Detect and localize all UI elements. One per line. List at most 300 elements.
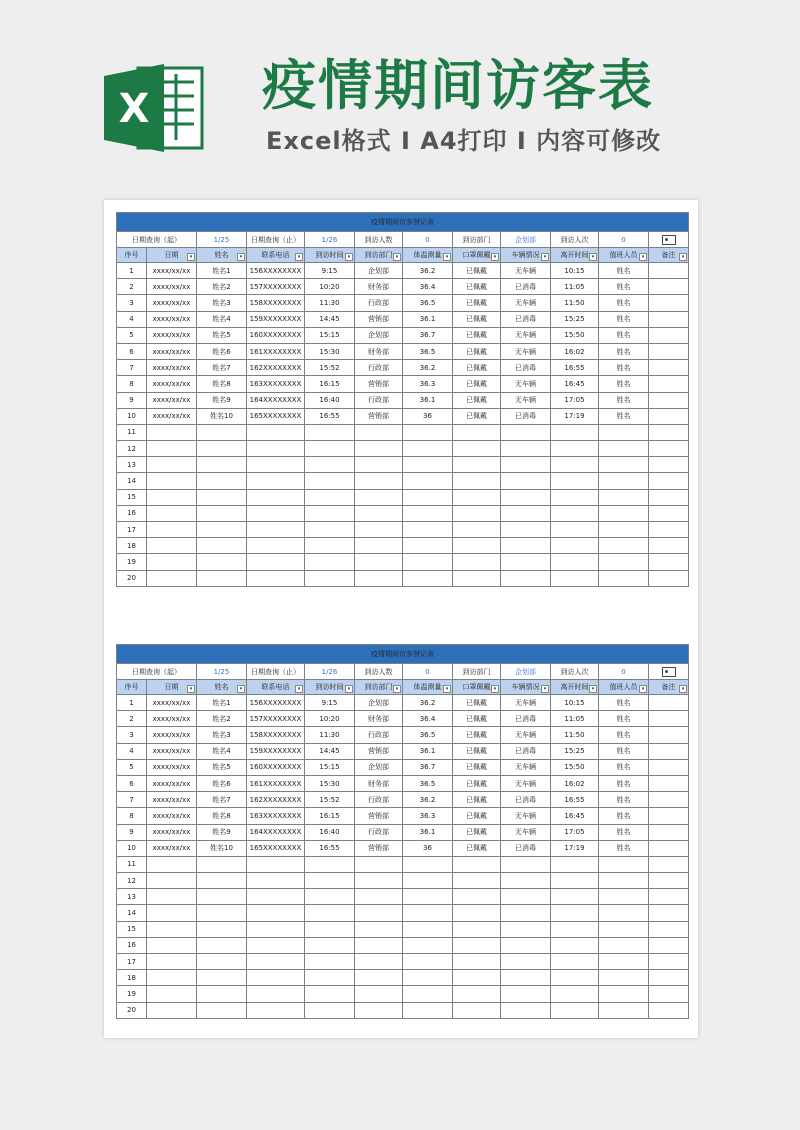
column-header[interactable] [247, 248, 305, 263]
table-cell[interactable]: 已佩戴 [453, 824, 501, 840]
table-cell[interactable] [453, 570, 501, 586]
filter-dropdown-icon[interactable]: ▾ [491, 253, 499, 261]
table-cell[interactable] [197, 937, 247, 953]
table-cell[interactable] [355, 1002, 403, 1018]
table-cell[interactable]: 姓名 [599, 408, 649, 424]
table-cell[interactable] [355, 489, 403, 505]
table-cell[interactable]: 16:02 [551, 343, 599, 359]
table-cell[interactable] [403, 473, 453, 489]
table-cell[interactable] [305, 889, 355, 905]
table-cell[interactable] [501, 905, 551, 921]
table-cell[interactable] [403, 538, 453, 554]
table-cell[interactable] [551, 489, 599, 505]
table-cell[interactable] [649, 473, 689, 489]
table-cell[interactable] [453, 986, 501, 1002]
table-cell[interactable]: 无车辆 [501, 775, 551, 791]
table-cell[interactable] [551, 921, 599, 937]
column-header[interactable] [649, 680, 689, 695]
table-cell[interactable] [197, 856, 247, 872]
table-cell[interactable]: 姓名1 [197, 263, 247, 279]
table-cell[interactable]: 姓名 [599, 840, 649, 856]
table-cell[interactable]: 营销部 [355, 743, 403, 759]
table-cell[interactable]: 行政部 [355, 727, 403, 743]
table-cell[interactable] [453, 505, 501, 521]
table-cell[interactable] [649, 408, 689, 424]
column-header[interactable] [551, 680, 599, 695]
table-cell[interactable]: 姓名 [599, 327, 649, 343]
table-cell[interactable]: xxxx/xx/xx [147, 840, 197, 856]
table-cell[interactable]: 已佩戴 [453, 743, 501, 759]
table-cell[interactable]: 36 [403, 408, 453, 424]
table-cell[interactable]: 已佩戴 [453, 343, 501, 359]
table-cell[interactable] [147, 921, 197, 937]
table-cell[interactable]: 16:15 [305, 376, 355, 392]
table-cell[interactable] [501, 1002, 551, 1018]
table-cell[interactable]: 156XXXXXXXX [247, 695, 305, 711]
table-cell[interactable] [599, 921, 649, 937]
table-cell[interactable]: 15:30 [305, 343, 355, 359]
table-cell[interactable]: 12 [117, 873, 147, 889]
table-cell[interactable] [453, 873, 501, 889]
table-cell[interactable]: 行政部 [355, 295, 403, 311]
table-cell[interactable] [403, 441, 453, 457]
table-cell[interactable] [599, 538, 649, 554]
table-cell[interactable] [355, 986, 403, 1002]
table-cell[interactable]: 20 [117, 570, 147, 586]
table-cell[interactable]: xxxx/xx/xx [147, 263, 197, 279]
table-cell[interactable]: 已佩戴 [453, 360, 501, 376]
table-cell[interactable]: 16:45 [551, 808, 599, 824]
table-cell[interactable]: 企划部 [355, 759, 403, 775]
table-cell[interactable] [247, 905, 305, 921]
table-cell[interactable]: 已佩戴 [453, 279, 501, 295]
table-cell[interactable] [247, 889, 305, 905]
table-cell[interactable]: xxxx/xx/xx [147, 408, 197, 424]
table-cell[interactable]: 姓名 [599, 695, 649, 711]
table-cell[interactable] [403, 1002, 453, 1018]
table-cell[interactable]: 营销部 [355, 408, 403, 424]
table-cell[interactable] [305, 856, 355, 872]
table-cell[interactable]: 6 [117, 343, 147, 359]
table-cell[interactable]: 11:50 [551, 727, 599, 743]
table-cell[interactable] [147, 538, 197, 554]
column-header[interactable] [197, 680, 247, 695]
table-cell[interactable]: 15:52 [305, 360, 355, 376]
table-cell[interactable] [501, 489, 551, 505]
table-cell[interactable]: xxxx/xx/xx [147, 376, 197, 392]
table-cell[interactable]: 已佩戴 [453, 695, 501, 711]
table-cell[interactable] [247, 554, 305, 570]
table-cell[interactable] [147, 522, 197, 538]
table-cell[interactable]: 已佩戴 [453, 840, 501, 856]
table-cell[interactable] [403, 905, 453, 921]
column-header[interactable] [599, 248, 649, 263]
table-cell[interactable]: 营销部 [355, 808, 403, 824]
table-cell[interactable] [197, 441, 247, 457]
table-cell[interactable] [599, 489, 649, 505]
table-cell[interactable] [551, 457, 599, 473]
table-cell[interactable]: 10:15 [551, 263, 599, 279]
table-cell[interactable] [355, 457, 403, 473]
table-cell[interactable]: 无车辆 [501, 695, 551, 711]
table-cell[interactable]: 9 [117, 392, 147, 408]
table-cell[interactable] [649, 343, 689, 359]
table-cell[interactable]: 36.7 [403, 327, 453, 343]
table-cell[interactable] [305, 1002, 355, 1018]
table-cell[interactable]: 165XXXXXXXX [247, 840, 305, 856]
table-cell[interactable] [247, 522, 305, 538]
table-cell[interactable] [599, 473, 649, 489]
table-cell[interactable]: 11:05 [551, 711, 599, 727]
table-cell[interactable]: 15:15 [305, 759, 355, 775]
filter-dropdown-icon[interactable]: ▾ [295, 253, 303, 261]
table-cell[interactable] [501, 424, 551, 440]
table-cell[interactable] [355, 937, 403, 953]
table-cell[interactable] [649, 970, 689, 986]
table-cell[interactable]: 行政部 [355, 824, 403, 840]
table-cell[interactable]: 36.4 [403, 711, 453, 727]
table-cell[interactable] [355, 856, 403, 872]
table-cell[interactable]: xxxx/xx/xx [147, 743, 197, 759]
table-cell[interactable] [147, 473, 197, 489]
table-cell[interactable] [599, 570, 649, 586]
table-cell[interactable] [355, 473, 403, 489]
table-cell[interactable] [355, 441, 403, 457]
filter-dropdown-icon[interactable]: ▾ [589, 253, 597, 261]
table-cell[interactable]: xxxx/xx/xx [147, 311, 197, 327]
table-cell[interactable] [551, 570, 599, 586]
table-cell[interactable] [453, 457, 501, 473]
table-cell[interactable] [599, 457, 649, 473]
column-header[interactable] [403, 680, 453, 695]
table-cell[interactable] [147, 873, 197, 889]
table-cell[interactable] [197, 570, 247, 586]
dept-value[interactable]: 企划部 [501, 232, 551, 248]
table-cell[interactable] [355, 954, 403, 970]
table-cell[interactable]: 15:50 [551, 327, 599, 343]
table-cell[interactable] [147, 489, 197, 505]
table-cell[interactable] [649, 856, 689, 872]
table-cell[interactable]: 姓名9 [197, 824, 247, 840]
table-cell[interactable]: 36.2 [403, 792, 453, 808]
table-cell[interactable]: 财务部 [355, 711, 403, 727]
table-cell[interactable] [551, 970, 599, 986]
table-cell[interactable] [649, 824, 689, 840]
table-cell[interactable] [247, 1002, 305, 1018]
table-cell[interactable] [305, 457, 355, 473]
table-cell[interactable] [403, 570, 453, 586]
table-cell[interactable]: 已佩戴 [453, 808, 501, 824]
table-cell[interactable]: 14 [117, 473, 147, 489]
table-cell[interactable]: 7 [117, 792, 147, 808]
table-cell[interactable] [649, 937, 689, 953]
table-cell[interactable] [247, 457, 305, 473]
column-header[interactable] [501, 680, 551, 695]
table-cell[interactable] [649, 376, 689, 392]
table-cell[interactable] [197, 986, 247, 1002]
table-cell[interactable] [599, 424, 649, 440]
filter-dropdown-icon[interactable]: ▾ [187, 253, 195, 261]
table-cell[interactable] [501, 457, 551, 473]
table-cell[interactable] [355, 522, 403, 538]
table-cell[interactable]: 36.5 [403, 775, 453, 791]
table-cell[interactable] [247, 538, 305, 554]
table-cell[interactable] [305, 937, 355, 953]
table-cell[interactable]: 16:15 [305, 808, 355, 824]
table-cell[interactable] [551, 424, 599, 440]
table-cell[interactable]: 16:40 [305, 392, 355, 408]
table-cell[interactable]: 36 [403, 840, 453, 856]
table-cell[interactable] [649, 522, 689, 538]
table-cell[interactable] [649, 1002, 689, 1018]
filter-dropdown-icon[interactable]: ▾ [491, 685, 499, 693]
table-cell[interactable]: 姓名3 [197, 727, 247, 743]
filter-dropdown-icon[interactable]: ▾ [237, 685, 245, 693]
table-cell[interactable] [453, 538, 501, 554]
table-cell[interactable] [197, 424, 247, 440]
table-cell[interactable] [305, 441, 355, 457]
table-cell[interactable]: 3 [117, 295, 147, 311]
table-cell[interactable]: 15 [117, 489, 147, 505]
table-cell[interactable] [197, 921, 247, 937]
table-cell[interactable]: 姓名8 [197, 376, 247, 392]
column-header[interactable] [453, 248, 501, 263]
table-cell[interactable] [551, 856, 599, 872]
table-cell[interactable]: 无车辆 [501, 727, 551, 743]
table-cell[interactable]: 16:40 [305, 824, 355, 840]
table-cell[interactable]: 无车辆 [501, 376, 551, 392]
table-cell[interactable]: 已佩戴 [453, 376, 501, 392]
table-cell[interactable] [197, 522, 247, 538]
table-cell[interactable] [403, 873, 453, 889]
table-cell[interactable]: 157XXXXXXXX [247, 279, 305, 295]
table-cell[interactable]: 姓名4 [197, 311, 247, 327]
table-cell[interactable] [305, 905, 355, 921]
table-cell[interactable]: 17 [117, 954, 147, 970]
table-cell[interactable] [197, 457, 247, 473]
table-cell[interactable] [551, 905, 599, 921]
table-cell[interactable]: xxxx/xx/xx [147, 343, 197, 359]
table-cell[interactable] [453, 424, 501, 440]
table-cell[interactable]: 行政部 [355, 392, 403, 408]
date-start-value[interactable]: 1/25 [197, 232, 247, 248]
table-cell[interactable] [551, 889, 599, 905]
table-cell[interactable]: 8 [117, 376, 147, 392]
table-cell[interactable]: 姓名 [599, 792, 649, 808]
table-cell[interactable] [403, 856, 453, 872]
table-cell[interactable] [649, 905, 689, 921]
table-cell[interactable] [355, 873, 403, 889]
table-cell[interactable]: 17:05 [551, 392, 599, 408]
table-cell[interactable]: 11:30 [305, 727, 355, 743]
table-cell[interactable] [599, 873, 649, 889]
table-cell[interactable] [147, 1002, 197, 1018]
table-cell[interactable] [501, 986, 551, 1002]
table-cell[interactable]: 姓名2 [197, 279, 247, 295]
table-cell[interactable] [453, 554, 501, 570]
table-cell[interactable]: 姓名 [599, 727, 649, 743]
table-cell[interactable]: 姓名 [599, 743, 649, 759]
table-cell[interactable] [247, 441, 305, 457]
table-cell[interactable] [649, 295, 689, 311]
table-cell[interactable]: xxxx/xx/xx [147, 808, 197, 824]
table-cell[interactable]: 已佩戴 [453, 711, 501, 727]
table-cell[interactable]: 16:55 [305, 408, 355, 424]
table-cell[interactable]: 9:15 [305, 695, 355, 711]
table-cell[interactable]: 17 [117, 522, 147, 538]
table-cell[interactable] [247, 505, 305, 521]
table-cell[interactable] [355, 424, 403, 440]
table-cell[interactable]: 20 [117, 1002, 147, 1018]
table-cell[interactable]: 18 [117, 970, 147, 986]
column-header[interactable] [117, 680, 147, 695]
table-cell[interactable]: xxxx/xx/xx [147, 711, 197, 727]
table-cell[interactable]: 无车辆 [501, 343, 551, 359]
table-cell[interactable]: 姓名 [599, 775, 649, 791]
table-cell[interactable]: 姓名 [599, 376, 649, 392]
table-cell[interactable]: 已佩戴 [453, 408, 501, 424]
table-cell[interactable] [147, 954, 197, 970]
column-header[interactable] [551, 248, 599, 263]
table-cell[interactable]: 15:15 [305, 327, 355, 343]
filter-dropdown-icon[interactable]: ▾ [345, 253, 353, 261]
filter-dropdown-icon[interactable]: ▾ [345, 685, 353, 693]
table-cell[interactable] [649, 554, 689, 570]
table-cell[interactable] [355, 554, 403, 570]
table-cell[interactable] [649, 711, 689, 727]
date-end-value[interactable]: 1/26 [305, 232, 355, 248]
table-cell[interactable] [649, 759, 689, 775]
table-cell[interactable]: 4 [117, 311, 147, 327]
table-cell[interactable]: 已佩戴 [453, 759, 501, 775]
table-cell[interactable]: 2 [117, 711, 147, 727]
table-cell[interactable]: 已佩戴 [453, 327, 501, 343]
table-cell[interactable] [649, 792, 689, 808]
table-cell[interactable] [305, 522, 355, 538]
table-cell[interactable] [197, 873, 247, 889]
table-cell[interactable] [501, 505, 551, 521]
table-cell[interactable]: 16:55 [551, 792, 599, 808]
table-cell[interactable]: xxxx/xx/xx [147, 392, 197, 408]
table-cell[interactable]: 姓名 [599, 311, 649, 327]
table-cell[interactable] [551, 954, 599, 970]
table-cell[interactable] [649, 505, 689, 521]
table-cell[interactable] [305, 970, 355, 986]
table-cell[interactable]: xxxx/xx/xx [147, 695, 197, 711]
table-cell[interactable]: 无车辆 [501, 759, 551, 775]
column-header[interactable] [599, 680, 649, 695]
table-cell[interactable]: 5 [117, 759, 147, 775]
filter-dropdown-icon[interactable]: ▾ [393, 685, 401, 693]
table-cell[interactable] [247, 424, 305, 440]
table-cell[interactable] [403, 970, 453, 986]
table-cell[interactable] [453, 954, 501, 970]
table-cell[interactable]: 15:30 [305, 775, 355, 791]
column-header[interactable] [501, 248, 551, 263]
table-cell[interactable]: 企划部 [355, 695, 403, 711]
table-cell[interactable]: 姓名10 [197, 408, 247, 424]
table-cell[interactable]: 姓名5 [197, 327, 247, 343]
table-cell[interactable]: 姓名6 [197, 343, 247, 359]
table-cell[interactable]: 160XXXXXXXX [247, 759, 305, 775]
table-cell[interactable]: 姓名8 [197, 808, 247, 824]
table-cell[interactable] [453, 937, 501, 953]
table-cell[interactable] [453, 856, 501, 872]
table-cell[interactable] [501, 570, 551, 586]
table-cell[interactable] [403, 424, 453, 440]
table-cell[interactable]: 161XXXXXXXX [247, 343, 305, 359]
table-cell[interactable]: 已佩戴 [453, 792, 501, 808]
table-cell[interactable] [649, 570, 689, 586]
table-cell[interactable]: 14 [117, 905, 147, 921]
table-cell[interactable] [551, 505, 599, 521]
table-cell[interactable] [599, 905, 649, 921]
table-cell[interactable] [305, 570, 355, 586]
table-cell[interactable]: 36.1 [403, 824, 453, 840]
table-cell[interactable]: 11 [117, 424, 147, 440]
table-cell[interactable] [649, 743, 689, 759]
table-cell[interactable]: 159XXXXXXXX [247, 311, 305, 327]
table-cell[interactable]: xxxx/xx/xx [147, 295, 197, 311]
table-cell[interactable]: 164XXXXXXXX [247, 824, 305, 840]
filter-dropdown-icon[interactable]: ▾ [589, 685, 597, 693]
table-cell[interactable]: 姓名2 [197, 711, 247, 727]
table-cell[interactable]: 已消毒 [501, 408, 551, 424]
table-cell[interactable] [599, 554, 649, 570]
table-cell[interactable]: 1 [117, 263, 147, 279]
table-cell[interactable] [197, 538, 247, 554]
filter-dropdown-icon[interactable]: ▾ [187, 685, 195, 693]
table-cell[interactable]: 已佩戴 [453, 311, 501, 327]
table-cell[interactable]: 36.1 [403, 743, 453, 759]
table-cell[interactable] [649, 840, 689, 856]
column-header[interactable] [305, 248, 355, 263]
column-header[interactable] [147, 248, 197, 263]
table-cell[interactable] [355, 570, 403, 586]
table-cell[interactable]: 姓名 [599, 759, 649, 775]
table-cell[interactable] [453, 473, 501, 489]
table-cell[interactable] [599, 441, 649, 457]
table-cell[interactable]: 162XXXXXXXX [247, 792, 305, 808]
filter-dropdown-icon[interactable]: ▾ [393, 253, 401, 261]
table-cell[interactable]: 企划部 [355, 263, 403, 279]
table-cell[interactable]: 16 [117, 937, 147, 953]
table-cell[interactable] [305, 473, 355, 489]
table-cell[interactable]: 姓名10 [197, 840, 247, 856]
table-cell[interactable]: 16 [117, 505, 147, 521]
table-cell[interactable]: 16:45 [551, 376, 599, 392]
table-cell[interactable] [649, 808, 689, 824]
table-cell[interactable]: 姓名4 [197, 743, 247, 759]
table-cell[interactable]: 姓名7 [197, 360, 247, 376]
table-cell[interactable]: 无车辆 [501, 263, 551, 279]
table-cell[interactable]: 36.2 [403, 263, 453, 279]
table-cell[interactable] [403, 986, 453, 1002]
table-cell[interactable] [305, 489, 355, 505]
table-cell[interactable]: 3 [117, 727, 147, 743]
date-end-value[interactable]: 1/26 [305, 664, 355, 680]
table-cell[interactable]: 5 [117, 327, 147, 343]
table-cell[interactable]: 营销部 [355, 376, 403, 392]
table-cell[interactable] [649, 263, 689, 279]
table-cell[interactable] [197, 505, 247, 521]
table-cell[interactable]: 36.3 [403, 376, 453, 392]
table-cell[interactable]: 已消毒 [501, 279, 551, 295]
table-cell[interactable] [403, 921, 453, 937]
table-cell[interactable] [305, 954, 355, 970]
table-cell[interactable] [551, 554, 599, 570]
filter-dropdown-icon[interactable]: ▾ [237, 253, 245, 261]
